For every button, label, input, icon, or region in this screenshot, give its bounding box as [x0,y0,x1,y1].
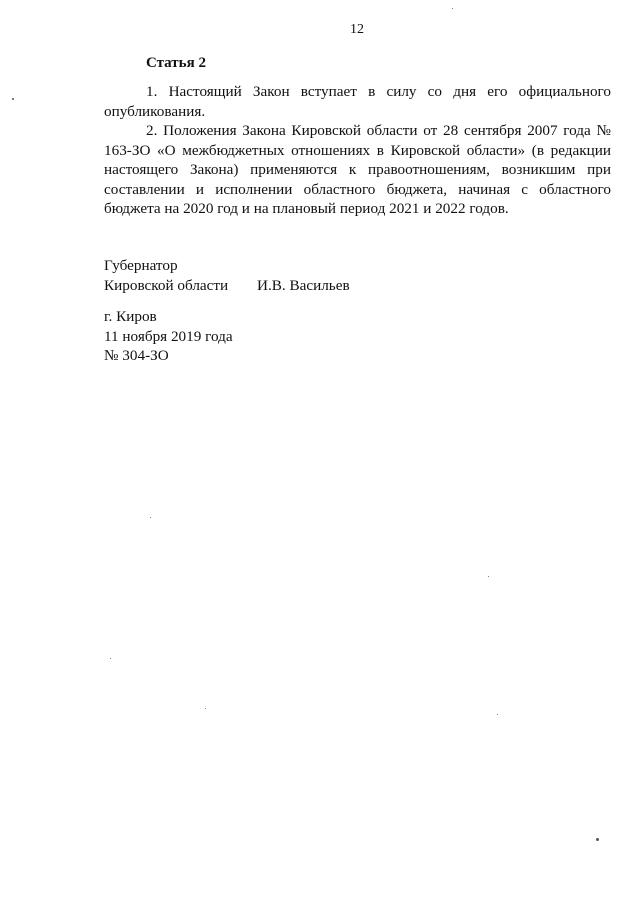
signatory-position: Губернатор [104,257,178,274]
signature-row [104,276,350,296]
paragraph-1: 1. Настоящий Закон вступает в силу со дня его официального опубликования. [104,83,611,120]
scan-speck [205,708,206,709]
scan-speck [110,658,111,659]
signatory-name: И.В. Васильев [257,276,350,294]
issue-place: г. Киров [104,308,157,325]
page-number: 12 [350,22,364,37]
scan-speck [488,576,489,577]
scan-speck [452,8,453,9]
scan-speck [497,714,498,715]
law-number: № 304-ЗО [104,347,169,364]
issue-details [104,307,233,366]
article-body [104,82,611,219]
paragraph-2: 2. Положения Закона Кировской области от 28 сентября 2007 года № 163-ЗО «О межбюджетных отношениях в Кировской области» (в редакции настоящего Закона) применяются к правоотношениям, возникшим при составлении и исполнении областного бюджета, начиная с областного бюджета на 2020 год и на плановый период 2021 и 2022 годов. [104,122,611,217]
issue-date: 11 ноября 2019 года [104,327,233,345]
signatory-region: Кировской области [104,276,229,294]
signature-block [104,256,350,295]
article-title: Статья 2 [146,55,206,71]
scan-speck [12,98,14,100]
scan-speck [596,838,599,841]
scan-speck [150,517,151,518]
